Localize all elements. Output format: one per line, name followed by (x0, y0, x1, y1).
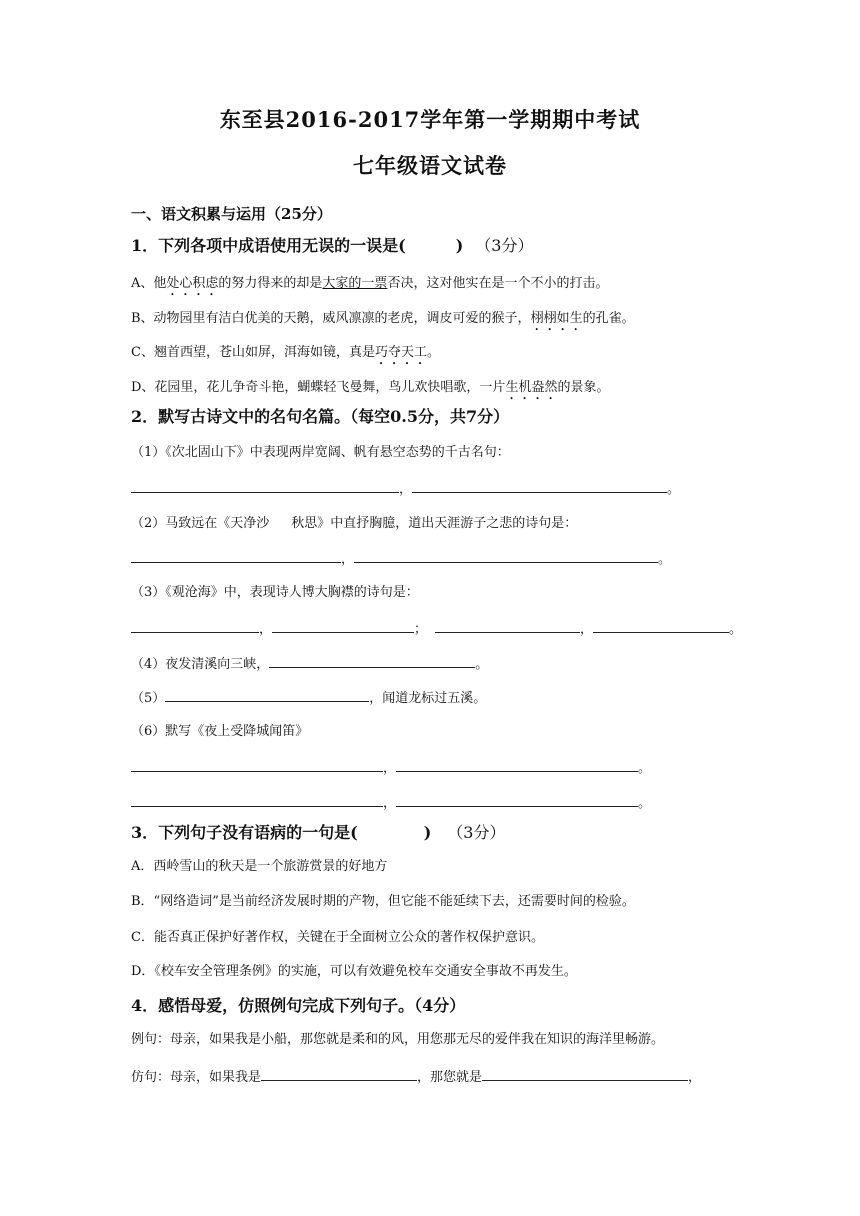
answer-blank[interactable] (412, 478, 667, 493)
answer-line-2: ， 。 (131, 548, 671, 570)
question-2-part-4: （4）夜发清溪向三峡， 。 (131, 653, 488, 675)
answer-blank[interactable] (354, 548, 658, 563)
answer-blank[interactable] (165, 687, 369, 702)
answer-line-1: ， 。 (131, 478, 680, 500)
section-heading: 一、语文积累与运用（25分） (131, 205, 332, 223)
answer-blank[interactable] (272, 618, 414, 633)
question-1-option-c: C、翘首西望，苍山如屏，洱海如镜，真是巧夺天工。 (131, 345, 440, 360)
question-2-part-6: （6）默写《夜上受降城闻笛》 (131, 724, 309, 739)
answer-line-3: ， ； ， 。 (131, 618, 742, 640)
answer-blank[interactable] (435, 618, 580, 633)
answer-blank[interactable] (131, 792, 383, 807)
question-3-option-c: C．能否真正保护好著作权，关键在于全面树立公众的著作权保护意识。 (131, 930, 544, 945)
question-4-stem: 4．感悟母爱，仿照例句完成下列句子。（4分） (131, 996, 466, 1015)
question-1-option-b: B、动物园里有洁白优美的天鹅，威风凛凛的老虎，调皮可爱的猴子，栩栩如生的孔雀。 (131, 311, 635, 326)
answer-blank[interactable] (131, 618, 259, 633)
answer-blank[interactable] (593, 618, 729, 633)
question-1-stem: 1．下列各项中成语使用无误的一误是( ) （3分） (131, 236, 534, 255)
question-4-example: 例句：母亲，如果我是小船，那您就是柔和的风，用您那无尽的爱伴我在知识的海洋里畅游。 (131, 1032, 665, 1047)
exam-subtitle: 七年级语文试卷 (353, 153, 507, 178)
question-2-part-5: （5） ，闻道龙标过五溪。 (131, 687, 486, 709)
question-2-part-2: （2）马致远在《天净沙 秋思》中直抒胸臆，道出天涯游子之悲的诗句是： (131, 516, 578, 531)
exam-title: 东至县2016-2017学年第一学期期中考试 (219, 107, 641, 132)
answer-line-6b: ， 。 (131, 792, 651, 814)
answer-blank[interactable] (131, 757, 383, 772)
question-2-part-1: （1）《次北固山下》中表现两岸宽阔、帆有悬空态势的千古名句： (131, 445, 510, 460)
answer-blank[interactable] (261, 1066, 417, 1081)
question-1-option-d: D、花园里，花儿争奇斗艳，蝴蝶轻飞曼舞，鸟儿欢快唱歌，一片生机盎然的景象。 (131, 380, 610, 395)
question-4-imitation: 仿句：母亲，如果我是 ，那您就是 ， (131, 1066, 701, 1088)
answer-blank[interactable] (131, 548, 341, 563)
question-3-option-d: D．《校车安全管理条例》的实施，可以有效避免校车交通安全事故不再发生。 (131, 964, 577, 979)
question-3-option-a: A．西岭雪山的秋天是一个旅游赏景的好地方 (131, 859, 388, 874)
question-3-option-b: B．“网络造词”是当前经济发展时期的产物，但它能不能延续下去，还需要时间的检验。 (131, 894, 635, 909)
answer-blank[interactable] (269, 653, 475, 668)
question-2-part-3: （3）《观沧海》中，表现诗人博大胸襟的诗句是： (131, 585, 419, 600)
answer-blank[interactable] (396, 757, 638, 772)
question-3-stem: 3．下列句子没有语病的一句是( ) （3分） (131, 823, 506, 842)
answer-line-6a: ， 。 (131, 757, 651, 779)
question-2-stem: 2．默写古诗文中的名句名篇。（每空0.5分，共7分） (131, 407, 510, 426)
answer-blank[interactable] (131, 478, 399, 493)
answer-blank[interactable] (482, 1066, 688, 1081)
question-1-option-a: A、他处心积虑的努力得来的却是大家的一票否决，这对他实在是一个不小的打击。 (131, 276, 609, 291)
answer-blank[interactable] (396, 792, 638, 807)
